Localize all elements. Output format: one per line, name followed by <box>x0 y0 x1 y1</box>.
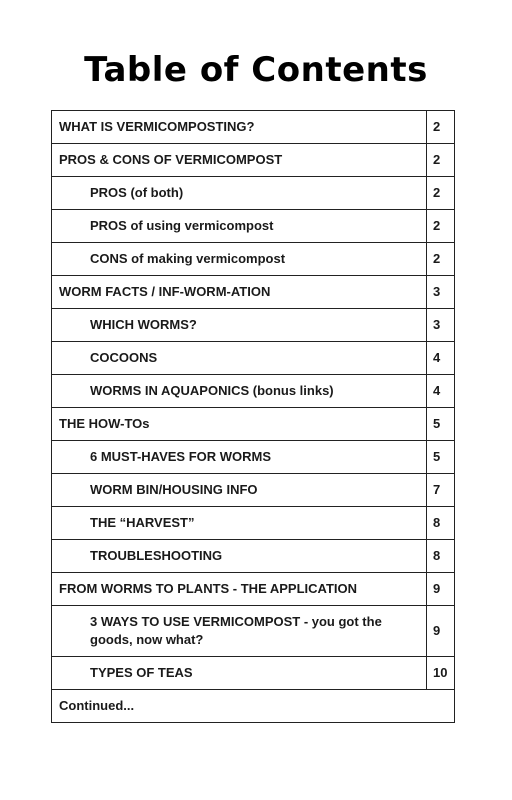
toc-continued-row <box>52 690 455 723</box>
toc-entry-label: PROS (of both) <box>52 177 427 210</box>
toc-row <box>52 144 455 177</box>
table-of-contents <box>51 110 455 723</box>
toc-row <box>52 309 455 342</box>
toc-entry-page: 5 <box>427 441 455 474</box>
toc-row <box>52 657 455 690</box>
toc-row <box>52 210 455 243</box>
toc-row <box>52 573 455 606</box>
toc-entry-label: TROUBLESHOOTING <box>52 540 427 573</box>
toc-entry-page: 2 <box>427 144 455 177</box>
toc-entry-page: 7 <box>427 474 455 507</box>
toc-entry-label: PROS of using vermicompost <box>52 210 427 243</box>
toc-entry-page: 2 <box>427 210 455 243</box>
toc-row <box>52 177 455 210</box>
toc-continued: Continued... <box>52 690 455 723</box>
toc-entry-page: 2 <box>427 243 455 276</box>
toc-entry-label: WHAT IS VERMICOMPOSTING? <box>52 111 427 144</box>
toc-entry-page: 2 <box>427 111 455 144</box>
toc-entry-label: WHICH WORMS? <box>52 309 427 342</box>
toc-entry-page: 3 <box>427 309 455 342</box>
toc-entry-label: TYPES OF TEAS <box>52 657 427 690</box>
toc-row <box>52 507 455 540</box>
toc-entry-page: 9 <box>427 606 455 657</box>
toc-entry-page: 9 <box>427 573 455 606</box>
toc-entry-label: WORM BIN/HOUSING INFO <box>52 474 427 507</box>
toc-entry-label: WORM FACTS / INF-WORM-ATION <box>52 276 427 309</box>
toc-entry-page: 8 <box>427 540 455 573</box>
toc-entry-label: FROM WORMS TO PLANTS - THE APPLICATION <box>52 573 427 606</box>
page-title: Table of Contents <box>84 50 428 90</box>
toc-entry-label: 3 WAYS TO USE VERMICOMPOST - you got the goods, now what? <box>52 606 427 657</box>
toc-entry-label: PROS & CONS OF VERMICOMPOST <box>52 144 427 177</box>
toc-row <box>52 243 455 276</box>
toc-row <box>52 342 455 375</box>
toc-row <box>52 474 455 507</box>
toc-entry-page: 10 <box>427 657 455 690</box>
toc-entry-label: COCOONS <box>52 342 427 375</box>
toc-entry-page: 4 <box>427 375 455 408</box>
toc-entry-page: 2 <box>427 177 455 210</box>
toc-row <box>52 375 455 408</box>
toc-entry-page: 3 <box>427 276 455 309</box>
toc-row <box>52 276 455 309</box>
toc-row <box>52 408 455 441</box>
toc-entry-page: 8 <box>427 507 455 540</box>
toc-row <box>52 540 455 573</box>
toc-entry-label: THE “HARVEST” <box>52 507 427 540</box>
toc-entry-label: WORMS IN AQUAPONICS (bonus links) <box>52 375 427 408</box>
toc-entry-page: 5 <box>427 408 455 441</box>
toc-entry-label: CONS of making vermicompost <box>52 243 427 276</box>
toc-row <box>52 441 455 474</box>
toc-row <box>52 606 455 657</box>
toc-entry-label: 6 MUST-HAVES FOR WORMS <box>52 441 427 474</box>
toc-entry-label: THE HOW-TOs <box>52 408 427 441</box>
toc-row <box>52 111 455 144</box>
toc-entry-page: 4 <box>427 342 455 375</box>
toc-body <box>52 111 455 723</box>
